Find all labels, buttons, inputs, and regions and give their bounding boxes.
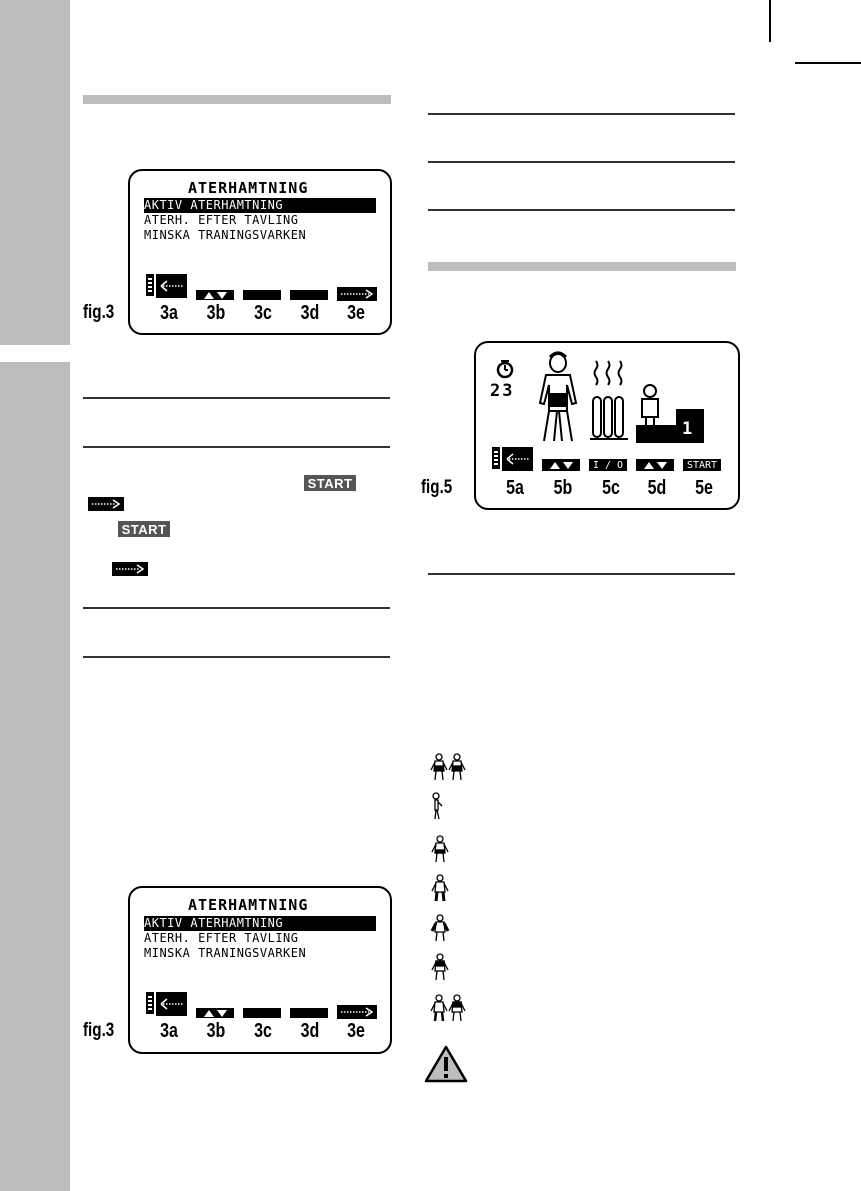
blank-key-3c <box>243 1008 281 1018</box>
timer-value: 23 <box>490 381 515 401</box>
front-figure-icon <box>430 835 450 863</box>
blank-key-3c <box>243 290 281 300</box>
button-label-3e: 3e <box>347 302 365 324</box>
updown-icon-5b <box>542 459 580 471</box>
button-label-3e: 3e <box>347 1020 365 1042</box>
forward-arrow-icon <box>337 1005 377 1019</box>
battery-icon <box>146 992 154 1014</box>
section-bar-right <box>428 262 736 271</box>
button-label-3a: 3a <box>160 302 178 324</box>
button-label-3b: 3b <box>206 302 226 324</box>
fig3-top-line-2[interactable]: ATERH. EFTER TAVLING <box>144 213 299 227</box>
start-key-inline-1: START <box>304 475 356 491</box>
pair-front-icon <box>430 753 468 781</box>
button-label-3b: 3b <box>206 1020 226 1042</box>
forward-arrow-inline-2 <box>112 562 148 576</box>
start-key: START <box>683 459 721 471</box>
fig5-label: fig.5 <box>421 477 453 498</box>
side-figure-icon <box>430 792 444 820</box>
battery-icon <box>146 274 154 296</box>
heat-radiator-icon <box>590 359 630 443</box>
blank-key-3d <box>290 290 328 300</box>
blank-key-3d <box>290 1008 328 1018</box>
button-label-5d: 5d <box>647 477 667 499</box>
side-tab-lower <box>0 362 70 1191</box>
battery-icon <box>492 447 500 469</box>
updown-icon-5d <box>636 459 674 471</box>
fig3-bottom-line-3[interactable]: MINSKA TRANINGSVARKEN <box>144 946 307 960</box>
button-label-3d: 3d <box>300 302 320 324</box>
button-label-3c: 3c <box>254 302 272 324</box>
button-label-5c: 5c <box>602 477 620 499</box>
rule-right-3 <box>428 209 735 211</box>
button-label-5e: 5e <box>695 477 713 499</box>
button-label-3c: 3c <box>254 1020 272 1042</box>
io-key: I / O <box>589 459 627 471</box>
body-figure-icon <box>530 351 586 443</box>
button-label-3a: 3a <box>160 1020 178 1042</box>
fig3-top-label: fig.3 <box>83 302 115 323</box>
fig3-top-line-1[interactable]: AKTIV ATERHAMTNING <box>144 198 376 213</box>
rule-left-4 <box>83 656 390 658</box>
warning-triangle-icon <box>424 1044 468 1084</box>
rule-right-1 <box>428 113 735 115</box>
button-label-5a: 5a <box>506 477 524 499</box>
back-arrow-icon <box>156 274 187 298</box>
button-label-3d: 3d <box>300 1020 320 1042</box>
pair-back-icon <box>430 994 468 1022</box>
rule-left-2 <box>83 446 390 448</box>
rule-right-2 <box>428 161 735 163</box>
podium-icon <box>636 383 706 443</box>
crop-mark-horizontal <box>795 62 861 64</box>
back-arrow-icon <box>156 992 187 1016</box>
front-figure-legs-icon <box>430 874 450 902</box>
front-figure-arms-icon <box>430 914 450 942</box>
side-tab-upper <box>0 0 70 345</box>
button-label-5b: 5b <box>553 477 573 499</box>
updown-icon <box>196 1008 234 1018</box>
clock-icon <box>496 359 514 379</box>
front-figure-upper-icon <box>430 953 450 981</box>
fig3-top-line-3[interactable]: MINSKA TRANINGSVARKEN <box>144 228 307 242</box>
rule-right-4 <box>428 573 735 575</box>
section-bar-left <box>83 95 391 104</box>
back-arrow-icon <box>502 447 533 471</box>
fig3-bottom-label: fig.3 <box>83 1020 115 1041</box>
start-key-inline-2: START <box>118 521 170 537</box>
fig3-bottom-title: ATERHAMTNING <box>188 896 309 914</box>
rule-left-1 <box>83 397 390 399</box>
forward-arrow-icon <box>337 287 377 301</box>
crop-mark-vertical <box>769 0 771 42</box>
level-value: 1 <box>682 419 693 439</box>
updown-icon <box>196 290 234 300</box>
fig3-top-title: ATERHAMTNING <box>188 179 309 197</box>
rule-left-3 <box>83 607 390 609</box>
forward-arrow-inline-1 <box>88 497 124 511</box>
fig3-bottom-line-1[interactable]: AKTIV ATERHAMTNING <box>144 916 376 931</box>
fig3-bottom-line-2[interactable]: ATERH. EFTER TAVLING <box>144 931 299 945</box>
